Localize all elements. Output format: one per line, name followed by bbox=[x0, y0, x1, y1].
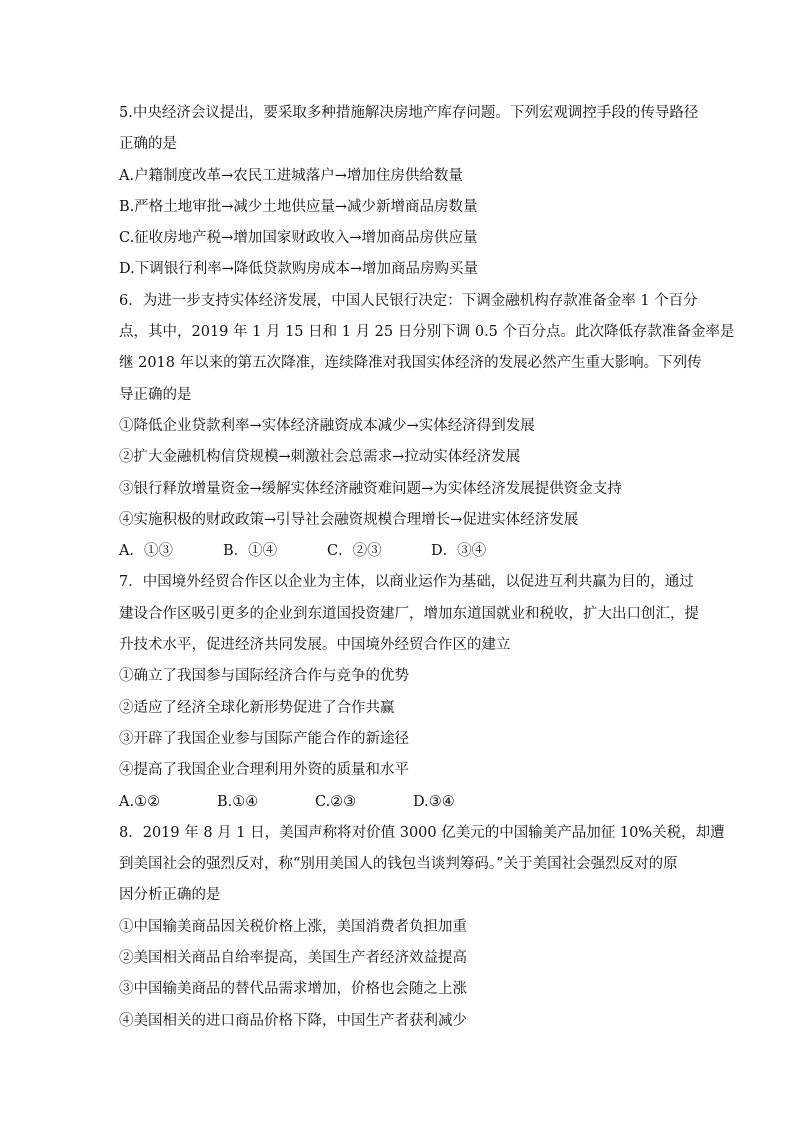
question-6-choices bbox=[119, 536, 679, 567]
question-7-statement-1: ①确立了我国参与国际经济合作与竞争的优势 bbox=[119, 668, 409, 685]
question-7-stem-line-3: 升技术水平，促进经济共同发展。中国境外经贸合作区的建立 bbox=[119, 637, 511, 654]
question-7-stem-line-2: 建设合作区吸引更多的企业到东道国投资建厂，增加东道国就业和税收，扩大出口创汇，提 bbox=[119, 605, 699, 622]
question-6-stem-line-3: 继 2018 年以来的第五次降准，连续降准对我国实体经济的发展必然产生重大影响。下列传 bbox=[119, 355, 702, 372]
question-8-statement-3: ③中国输美商品的替代品需求增加，价格也会随之上涨 bbox=[119, 981, 467, 998]
question-7-choice-b: B.①④ bbox=[217, 793, 259, 810]
question-6-stem-line-2: 点，其中，2019 年 1 月 15 日和 1 月 25 日分别下调 0.5 个百分点。此次降低存款准备金率是 bbox=[119, 324, 735, 341]
question-7-choice-d: D.③④ bbox=[413, 793, 455, 810]
question-8 bbox=[119, 818, 725, 1037]
question-6-statement-1: ①降低企业贷款利率→实体经济融资成本减少→实体经济得到发展 bbox=[119, 417, 535, 434]
question-6-stem-line-4: 导正确的是 bbox=[119, 386, 192, 403]
question-6-choice-c: C．②③ bbox=[327, 543, 382, 560]
question-7-stem-line-1: 7．中国境外经贸合作区以企业为主体，以商业运作为基础，以促进互利共赢为目的，通过 bbox=[119, 574, 694, 591]
question-6-statement-3: ③银行释放增量资金→缓解实体经济融资难问题→为实体经济发展提供资金支持 bbox=[119, 480, 622, 497]
question-5-option-a: A.户籍制度改革→农民工进城落户→增加住房供给数量 bbox=[119, 167, 463, 184]
question-8-statement-1: ①中国输美商品因关税价格上涨，美国消费者负担加重 bbox=[119, 918, 467, 935]
question-8-statement-4: ④美国相关的进口商品价格下降，中国生产者获利减少 bbox=[119, 1012, 467, 1029]
question-5-stem-line-2: 正确的是 bbox=[119, 136, 177, 153]
question-5-stem-line-1: 5.中央经济会议提出，要采取多种措施解决房地产库存问题。下列宏观调控手段的传导路径 bbox=[119, 105, 699, 121]
question-5-option-c: C.征收房地产税→增加国家财政收入→增加商品房供应量 bbox=[119, 230, 478, 247]
question-8-stem-line-2: 到美国社会的强烈反对，称“别用美国人的钱包当谈判筹码。”关于美国社会强烈反对的原 bbox=[119, 856, 678, 873]
document-page bbox=[119, 98, 735, 1037]
question-7-choices bbox=[119, 787, 679, 818]
question-5 bbox=[119, 98, 699, 286]
question-7-choice-a: A.①② bbox=[119, 793, 161, 810]
question-8-statement-2: ②美国相关商品自给率提高，美国生产者经济效益提高 bbox=[119, 950, 467, 967]
question-6-choice-d: D．③④ bbox=[431, 543, 487, 560]
question-6-choice-a: A．①③ bbox=[119, 543, 173, 560]
question-7-statement-4: ④提高了我国企业合理利用外资的质量和水平 bbox=[119, 762, 409, 779]
question-5-option-b: B.严格土地审批→减少土地供应量→减少新增商品房数量 bbox=[119, 198, 478, 215]
question-6 bbox=[119, 286, 735, 568]
question-6-choice-b: B．①④ bbox=[223, 543, 278, 560]
question-6-stem-line-1: 6．为进一步支持实体经济发展，中国人民银行决定：下调金融机构存款准备金率 1 个百分 bbox=[119, 292, 698, 309]
question-7-statement-2: ②适应了经济全球化新形势促进了合作共赢 bbox=[119, 699, 395, 716]
question-5-option-d: D.下调银行利率→降低贷款购房成本→增加商品房购买量 bbox=[119, 261, 479, 278]
question-6-statement-4: ④实施积极的财政政策→引导社会融资规模合理增长→促进实体经济发展 bbox=[119, 511, 579, 528]
question-7-choice-c: C.②③ bbox=[315, 793, 357, 810]
question-8-stem-line-3: 因分析正确的是 bbox=[119, 887, 221, 904]
question-7 bbox=[119, 567, 699, 817]
question-6-statement-2: ②扩大金融机构信贷规模→刺激社会总需求→拉动实体经济发展 bbox=[119, 449, 521, 466]
question-7-statement-3: ③开辟了我国企业参与国际产能合作的新途径 bbox=[119, 730, 409, 747]
question-8-stem-line-1: 8．2019 年 8 月 1 日，美国声称将对价值 3000 亿美元的中国输美产品加征 10%关税，却遭 bbox=[119, 824, 725, 841]
